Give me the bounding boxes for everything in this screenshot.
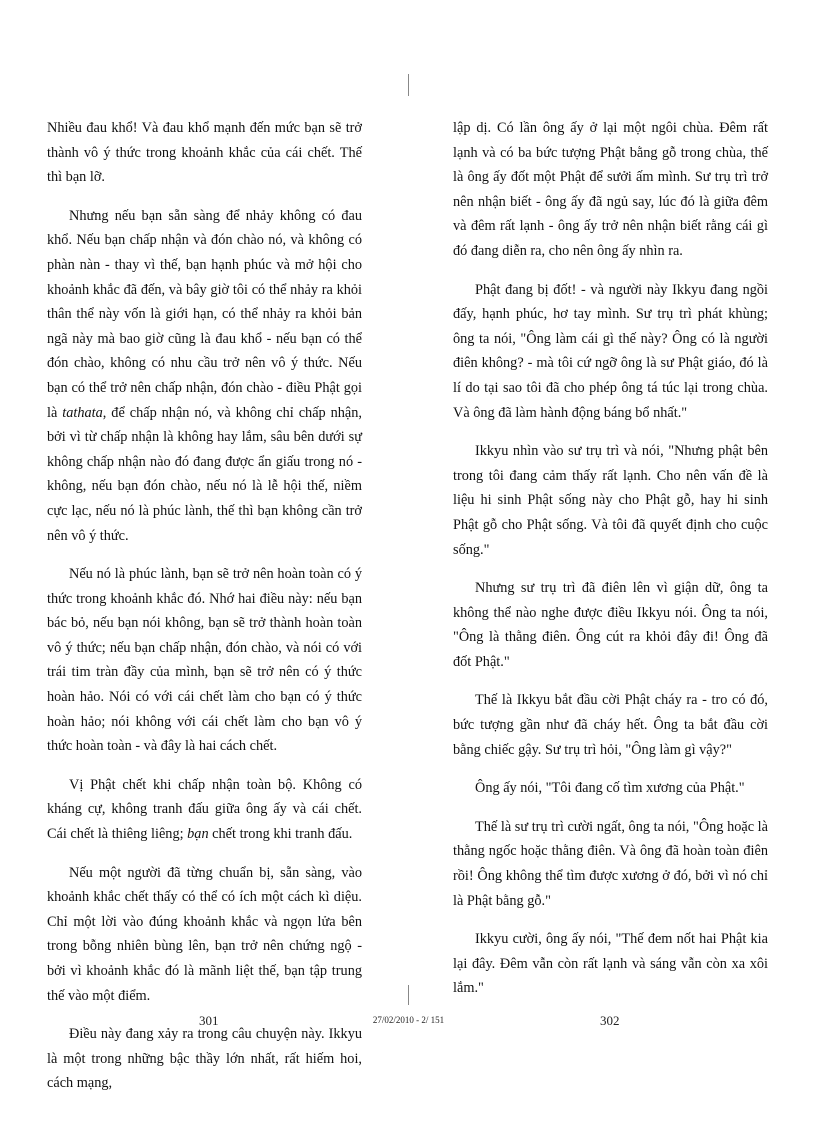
paragraph: Nhiều đau khổ! Và đau khổ mạnh đến mức bạn sẽ trở thành vô ý thức trong khoảnh khắc của cái chết. Thế thì bạn lỡ. — [47, 120, 362, 186]
paragraph-text: chết trong khi tranh đấu. — [208, 826, 353, 843]
paragraph-text: , để chấp nhận nó, và không chỉ chấp nhận, bởi vì từ chấp nhận là không hay lắm, sâu bên dưới sự không chấp nhận nào đó đang được ẩn giấu trong nó - không, nếu bạn đón chào, nếu nó là lễ hội thế, niềm cực lạc, nếu nó là phúc lành, thế thì bạn không cần trở nên vô ý thức. — [47, 404, 362, 544]
left-page-text — [47, 116, 362, 1110]
footer-date-page: 27/02/2010 - 2/ 151 — [372, 1015, 445, 1025]
paragraph: Nhưng sư trụ trì đã điên lên vì giận dữ, ông ta không thể nào nghe được điều Ikkyu nói. Ông ta nói, "Ông là thằng điên. Ông cút ra khỏi đây đi! Ông đã đốt Phật." — [453, 580, 768, 670]
left-page-number: 301 — [199, 1013, 219, 1028]
paragraph: Ông ấy nói, "Tôi đang cố tìm xương của Phật." — [475, 780, 745, 797]
paragraph: Thế là sư trụ trì cười ngất, ông ta nói, "Ông hoặc là thằng ngốc hoặc thằng điên. Và ông đã hoàn toàn điên rồi! Ông không thể tìm được xương ở đó, bởi vì nó chỉ là Phật bằng gỗ." — [453, 818, 768, 909]
paragraph — [47, 204, 362, 548]
center-divider-bottom — [408, 985, 409, 1005]
italic-term: bạn — [187, 826, 209, 843]
paragraph — [47, 773, 362, 847]
italic-term: tathata — [62, 404, 103, 421]
paragraph: Điều này đang xảy ra trong câu chuyện này. Ikkyu là một trong những bậc thầy lớn nhất, rất hiếm hoi, cách mạng, — [47, 1026, 362, 1092]
paragraph: Nếu nó là phúc lành, bạn sẽ trở nên hoàn toàn có ý thức trong khoảnh khắc đó. Nhớ hai điều này: nếu bạn bác bỏ, nếu bạn nói không, bạn sẽ trở thành hoàn toàn vô ý thức; nếu bạn chấp nhận, đón chào, và nói có với trái tim tràn đầy của mình, bạn sẽ trở nên có ý thức hoàn hảo. Nói có với cái chết làm cho bạn có ý thức hoàn hảo; nói không với cái chết làm cho bạn vô ý thức hoàn toàn - và đây là hai cách chết. — [47, 566, 362, 755]
paragraph: Nếu một người đã từng chuẩn bị, sẵn sàng, vào khoảnh khắc chết thấy có thể có ích một cách kì diệu. Chỉ một lời vào đúng khoảnh khắc và ngọn lửa bên trong bỗng nhiên bùng lên, bạn trở nên chứng ngộ - bởi vì khoảnh khắc đó là mãnh liệt thế, bạn tập trung thế vào một điểm. — [47, 864, 362, 1004]
paragraph: Ikkyu nhìn vào sư trụ trì và nói, "Nhưng phật bên trong tôi đang cảm thấy rất lạnh. Cho nên vấn đề là liệu hi sinh Phật sống này cho Phật gỗ, hay hi sinh Phật gỗ cho Phật sống. Và tôi đã quyết định cho cuộc sống." — [453, 443, 768, 558]
right-page-text — [453, 116, 768, 1015]
right-page-number: 302 — [600, 1013, 620, 1028]
paragraph-text: Nhưng nếu bạn sẵn sàng để nhảy không có đau khổ. Nếu bạn chấp nhận và đón chào nó, và không có phàn nàn - thay vì thế, bạn hạnh phúc và mở hội cho khoảnh khắc đã đến, và bây giờ tôi có thể nhảy ra khỏi thân thể này vốn là giới hạn, có thể nhảy ra khỏi bản ngã này mà bao giờ cũng là đau khổ - nếu bạn có thể đón chào, không có nhu cầu trở nên vô ý thức. Nếu bạn có thể trở nên chấp nhận, đón chào - điều Phật gọi là — [47, 207, 362, 421]
center-divider-top — [408, 74, 409, 96]
paragraph-text: Vị Phật chết khi chấp nhận toàn bộ. Không có kháng cự, không tranh đấu giữa ông ấy và cái chết. Cái chết là thiêng liêng; — [47, 776, 362, 843]
paragraph: Thế là Ikkyu bắt đầu cời Phật cháy ra - tro có đó, bức tượng gần như đã cháy hết. Ông ta bắt đầu cời bằng chiếc gậy. Sư trụ trì hỏi, "Ông làm gì vậy?" — [453, 692, 768, 758]
paragraph: lập dị. Có lần ông ấy ở lại một ngôi chùa. Đêm rất lạnh và có ba bức tượng Phật bằng gỗ trong chùa, thế là ông ấy đốt một Phật để sưởi ấm mình. Sư trụ trì trở nên nhận biết - ông ấy đã ngủ say, lúc đó là giữa đêm và đêm rất lạnh - ông ấy trở nên nhận biết rằng cái gì đó đang diễn ra, cho nên ông ấy nhìn ra. — [453, 120, 768, 259]
paragraph: Phật đang bị đốt! - và người này Ikkyu đang ngồi đấy, hạnh phúc, hơ tay mình. Sư trụ trì phát khùng; ông ta nói, "Ông làm cái gì thế này? Ông có là người điên không? - mà tôi cứ ngỡ ông là sư Phật giáo, đó là lí do tại sao tôi đã cho phép ông tá túc lại trong chùa. Và ông đã làm hành động báng bổ nhất." — [453, 281, 768, 421]
paragraph: Ikkyu cười, ông ấy nói, "Thế đem nốt hai Phật kia lại đây. Đêm vẫn còn rất lạnh và sáng vẫn còn xa xôi lắm." — [453, 931, 768, 997]
